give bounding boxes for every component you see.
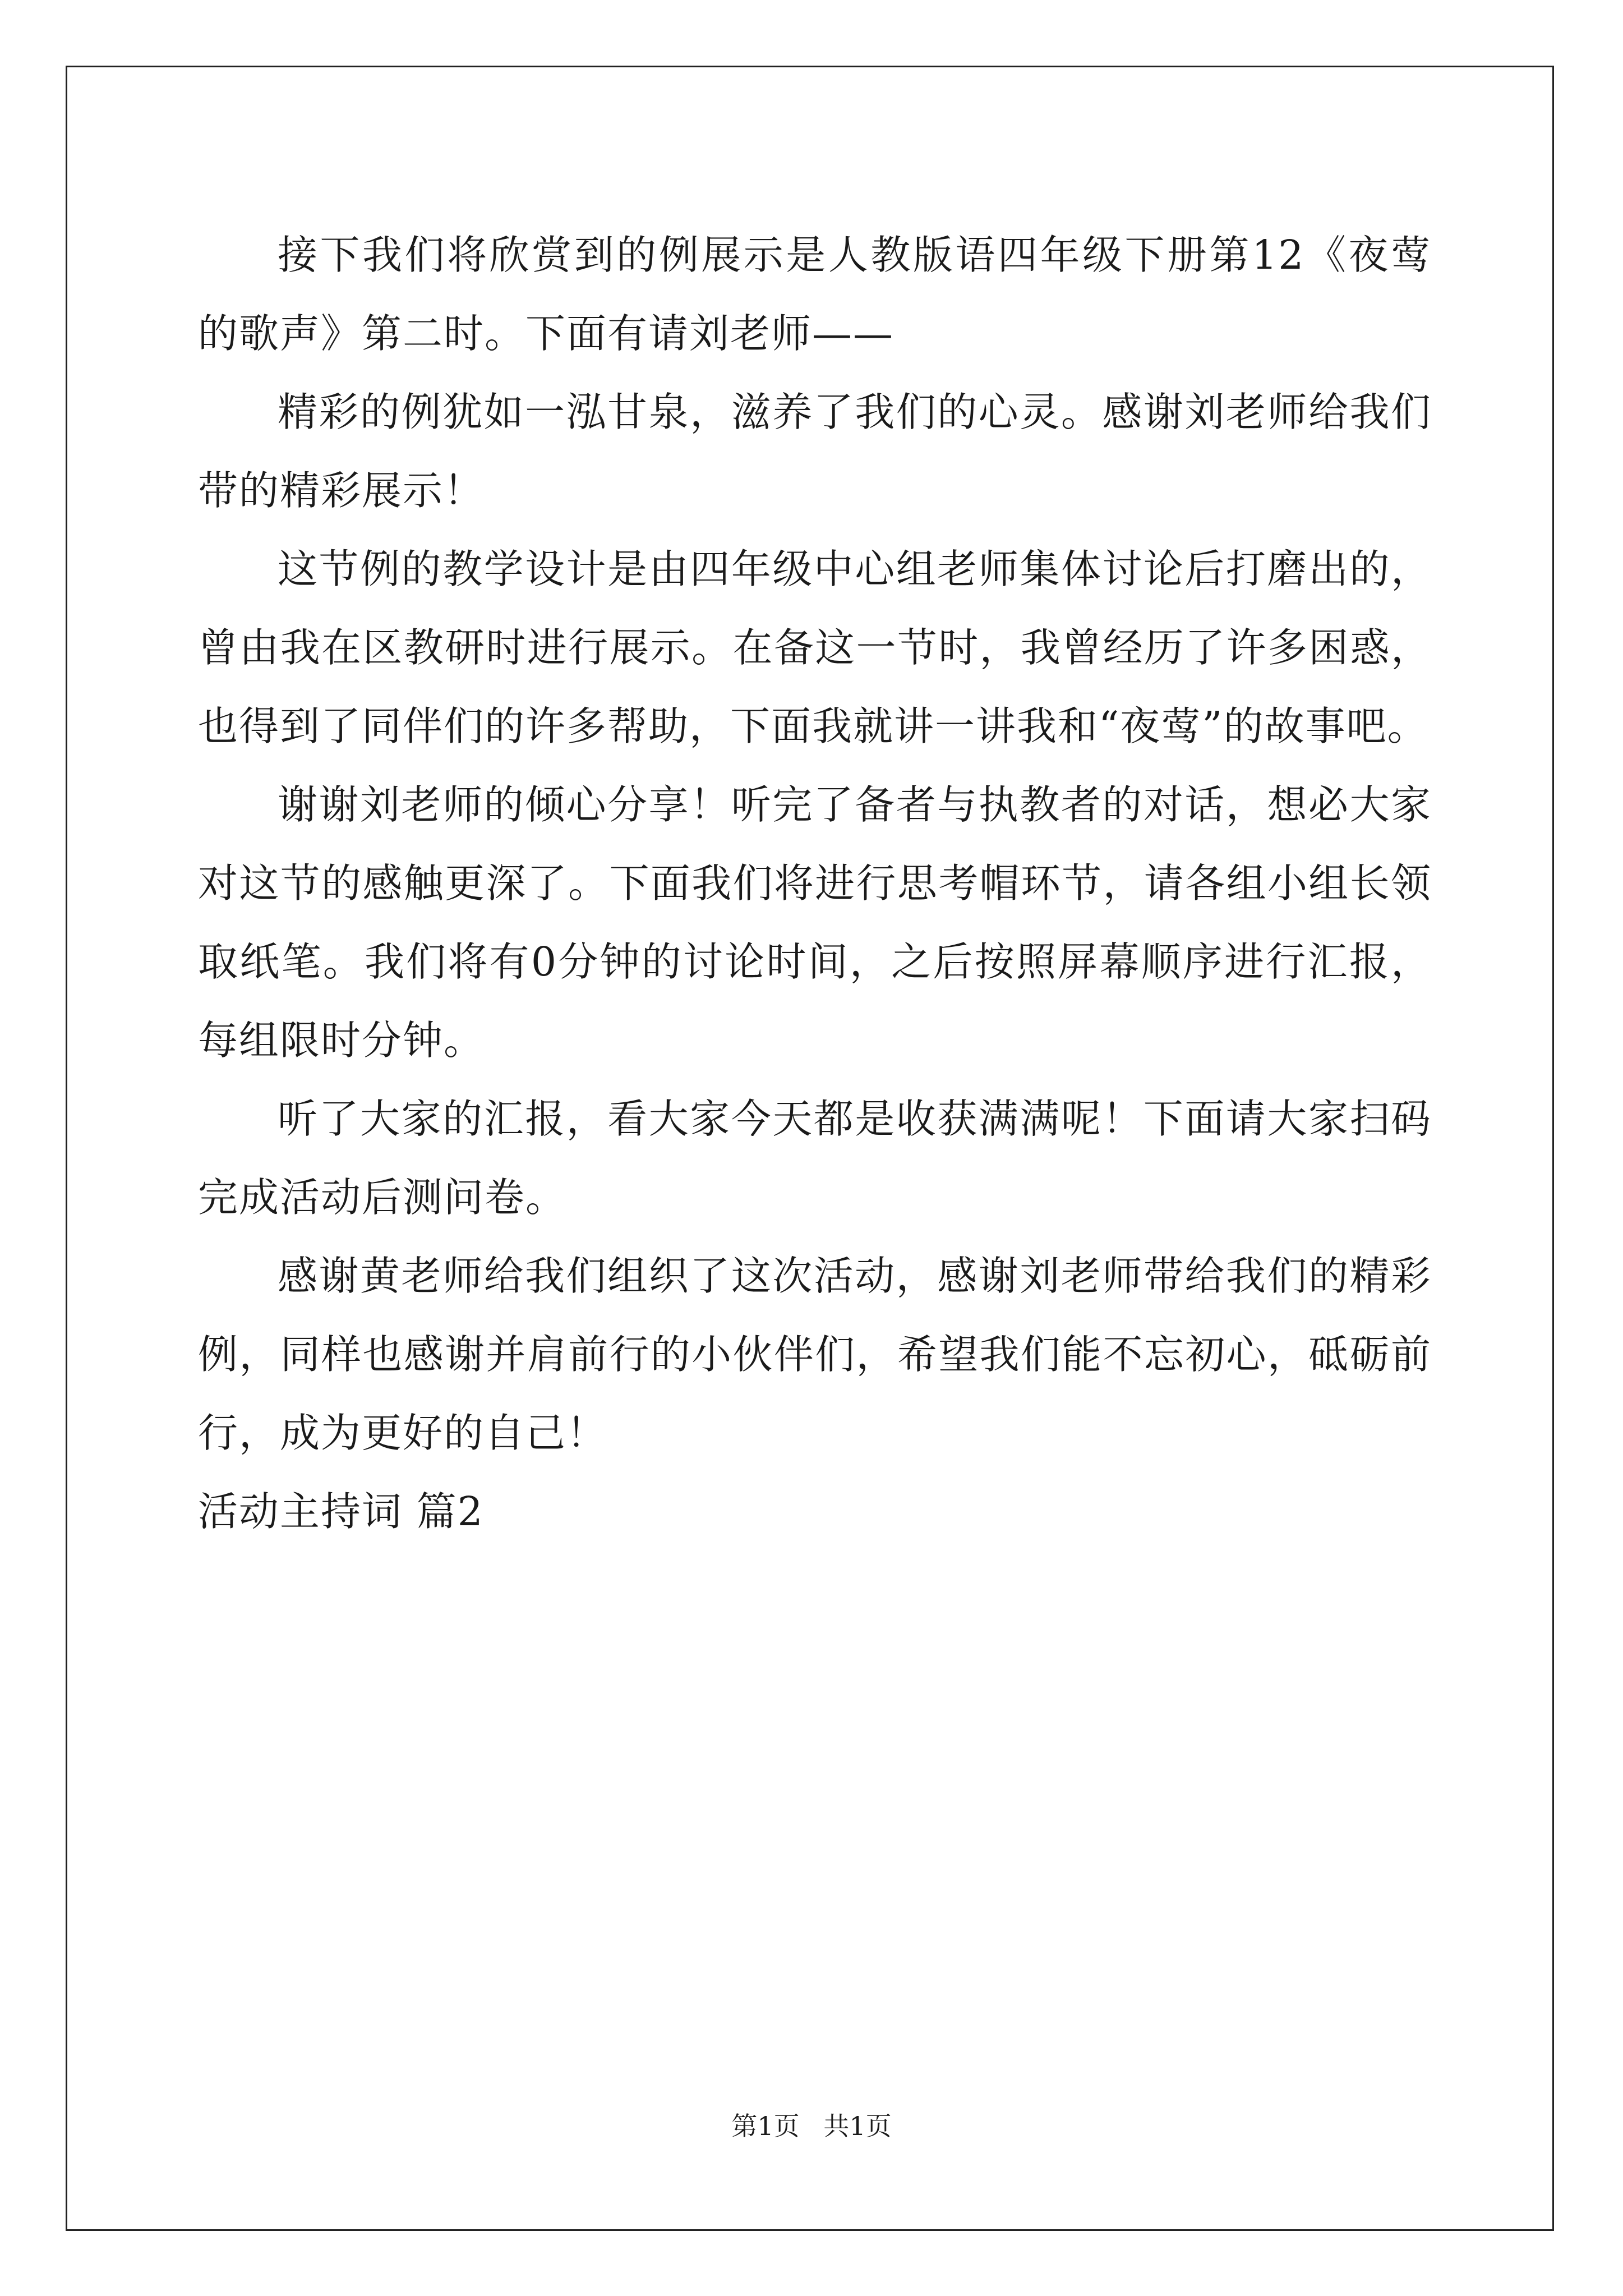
paragraph-5: 听了大家的汇报，看大家今天都是收获满满呢！下面请大家扫码完成活动后测问卷。 <box>198 1096 1432 1221</box>
page-number-total: 共1页 <box>823 2111 892 2141</box>
section-heading: 活动主持词 篇2 <box>198 1488 484 1535</box>
paragraph-4: 谢谢刘老师的倾心分享！听完了备者与执教者的对话，想必大家对这节的感触更深了。下面我们将进行思考帽环节，请各组小组长领取纸笔。我们将有0分钟的讨论时间，之后按照屏幕顺序进行汇报，每组限时分钟。 <box>198 781 1432 1064</box>
paragraph-2: 精彩的例犹如一泓甘泉，滋养了我们的心灵。感谢刘老师给我们带的精彩展示！ <box>198 389 1432 514</box>
paragraph-3: 这节例的教学设计是由四年级中心组老师集体讨论后打磨出的，曾由我在区教研时进行展示。在备这一节时，我曾经历了许多困惑，也得到了同伴们的许多帮助，下面我就讲一讲我和“夜莺”的故事吧。 <box>198 546 1432 749</box>
paragraph-6: 感谢黄老师给我们组织了这次活动，感谢刘老师带给我们的精彩例，同样也感谢并肩前行的小伙伴们，希望我们能不忘初心，砥砺前行，成为更好的自己！ <box>198 1253 1432 1456</box>
paragraph-1: 接下我们将欣赏到的例展示是人教版语四年级下册第12《夜莺的歌声》第二时。下面有请刘老师—— <box>198 232 1432 357</box>
page-number-current: 第1页 <box>731 2111 800 2141</box>
page-footer <box>0 2109 1623 2143</box>
document-body <box>198 216 1432 1551</box>
